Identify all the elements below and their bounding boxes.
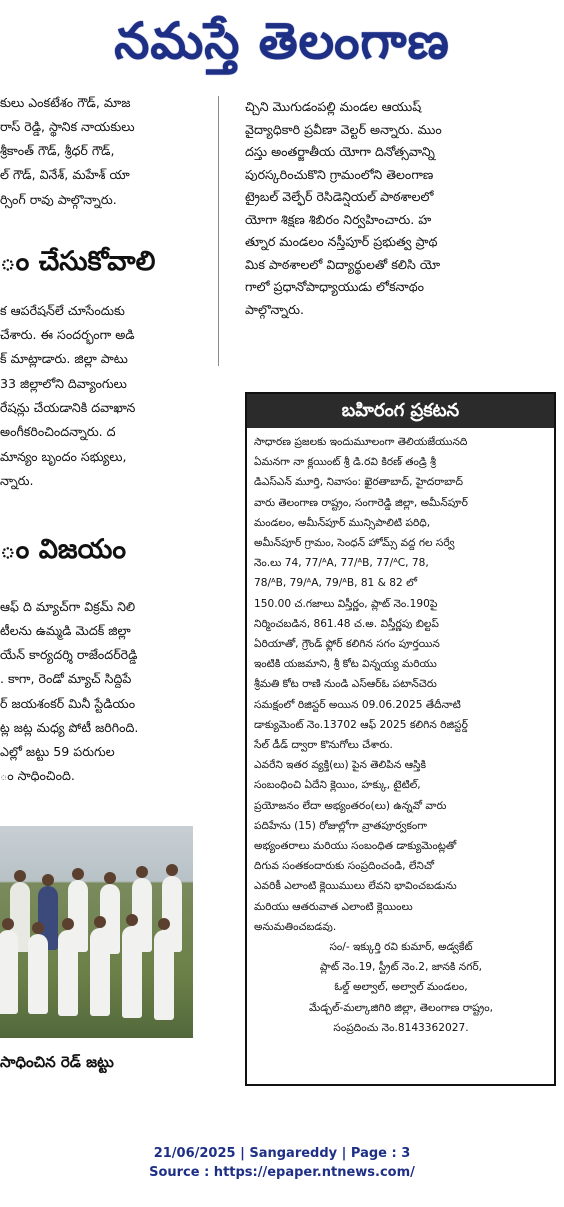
story-line: యోగా శిక్షణ శిబిరం నిర్వహించారు. హ [245, 211, 432, 227]
notice-line: పదిహేను (15) రోజుల్లోగా వ్రాతపూర్వకంగా [254, 819, 427, 832]
story-line: మిక పాఠశాలలో విద్యార్థులతో కలిసి యో [245, 256, 441, 272]
player-head [62, 918, 74, 930]
story2-line: క ఆపరేషన్‌లే చూసేందుకు [0, 303, 125, 318]
notice-line: నెం.లు 74, 77/ᴬA, 77/ᴬB, 77/ᴬC, 78, [254, 557, 429, 570]
story3-line: ఎల్లో జట్టు 59 పరుగుల [0, 744, 115, 759]
notice-body [247, 428, 554, 1038]
notice-line: ఏరియాతో, గ్రౌండ్ ఫ్లోర్ కలిగిన సగం పూర్తయిన [254, 638, 440, 651]
notice-line: ప్రయోజనం లేదా అభ్యంతరం(లు) ఉన్నవో వారు [254, 799, 447, 812]
notice-line: ఏమనగా నా క్లయింట్ శ్రీ డి.రవి కిరణ్ తండ్రి శ్రీ [254, 456, 436, 469]
player-head [126, 914, 138, 926]
notice-line: ఎవరికీ ఎలాంటి క్లెయిములు లేవని భావించబడును [254, 880, 457, 893]
story-line: పాల్గొన్నారు. [245, 301, 304, 317]
story3-line: ట్ల జట్ల మధ్య పోటీ జరిగింది. [0, 720, 139, 735]
signature-line: సంప్రదించు నెం.8143362027. [333, 1021, 469, 1034]
notice-line: అమీన్‌పూర్ గ్రామం, సెంధన్ హోమ్స్ వద్ద గల సర్వే [254, 537, 455, 550]
right-column [245, 96, 564, 321]
story1-line: రాస్ రెడ్డి, స్థానిక నాయకులు [0, 119, 135, 134]
story-line: వైద్యాధికారి ప్రవీణా వెల్టర్ అన్నారు. ముం [245, 121, 442, 137]
public-notice [245, 392, 556, 1086]
player-head [2, 918, 14, 930]
notice-line: అనుమతించబడవు. [254, 920, 337, 933]
story3-line: . కాగా, రెండో మ్యాచ్ సిద్దిపే [0, 671, 132, 686]
headline-2: ం విజయం [0, 534, 127, 565]
player-head [166, 864, 178, 876]
story-line: చ్చిని మొగుడంపల్లి మండల ఆయుష్ [245, 99, 422, 114]
story3-line: యేన్ కార్యదర్శి రాజేందర్‌రెడ్డి [0, 647, 138, 662]
story-line: గాలో ప్రధానోపాధ్యాయుడు లోకనాథం [245, 279, 425, 294]
story-line: దస్తు అంతర్జాతీయ యోగా దినోత్సవాన్ని [245, 144, 435, 159]
story2-line: చేశారు. ఈ సందర్భంగా అడి [0, 327, 135, 342]
player [122, 926, 142, 1018]
player-head [136, 866, 148, 878]
notice-line: సాధారణ ప్రజలకు ఇందుమూలంగా తెలియజేయునది [254, 436, 468, 448]
team-photo [0, 826, 193, 1038]
signature-line: మేడ్చల్-మల్కాజిగిరి జిల్లా, తెలంగాణ రాష్ట్రం, [309, 1001, 493, 1014]
story1-line: కులు ఎంకటేశం గౌడ్, మాజ [0, 96, 131, 110]
player-head [14, 870, 26, 882]
notice-line: దిగువ సంతకందారుకు సంప్రదించండి, లేనిచో [254, 860, 435, 873]
notice-line: మండలం, అమీన్‌పూర్ మున్సిపాలిటి పరిధి, [254, 516, 431, 529]
notice-line: 150.00 చ.గజాలు విస్తీర్ణం, ప్లాట్ నెం.190పై [254, 597, 438, 610]
story2-line: 33 జిల్లాలోని దివ్యాంగులు [0, 376, 127, 391]
notice-line: వారు తెలంగాణ రాష్ట్రం, సంగారెడ్డి జిల్లా, అమీన్‌పూర్ [254, 496, 468, 509]
player [28, 934, 48, 1014]
story-line: త్నూర మండలం నస్తీపూర్ ప్రభుత్వ ప్రాథ [245, 234, 438, 249]
notice-line: మరియు ఆతరువాత ఎలాంటి క్లెయింలు [254, 900, 413, 913]
player-head [158, 918, 170, 930]
notice-line: డిఎస్ఎన్ మూర్తి, నివాసం: ఖైరతాబాద్, హైదరాబాద్ [254, 476, 464, 489]
photo-caption: సాధించిన రెడ్ జట్టు [0, 1053, 114, 1071]
player [90, 928, 110, 1016]
page-footer [0, 1144, 564, 1182]
story3-line: ఆఫ్ ది మ్యాచ్‌గా విక్రమ్ నిలి [0, 599, 136, 614]
column-divider [218, 96, 219, 366]
notice-line: డాక్యుమెంట్ నెం.13702 ఆఫ్ 2025 కలిగిన రిజిస్టర్డ్ [254, 718, 468, 731]
story2-line: న్నారు. [0, 473, 34, 488]
signature-line: ఓల్డ్ అల్వాల్, అల్వాల్ మండలం, [334, 981, 468, 994]
player [154, 930, 174, 1020]
notice-line: ఎవరేని ఇతర వ్యక్తి(లు) పైన తెలిపిన ఆస్తికి [254, 759, 427, 772]
notice-line: సేల్ డీడ్ ద్వారా కొనుగోలు చేశారు. [254, 739, 393, 752]
headline-1: ం చేసుకోవాలి [0, 246, 156, 277]
player-head [72, 868, 84, 880]
story3-line: ం సాధించింది. [0, 768, 75, 783]
signature-line: సం/- ఇక్కుర్తి రవి కుమార్, అడ్వకేట్ [329, 941, 473, 954]
player [0, 930, 18, 1014]
story1-line: ర్సింగ్ రావు పాల్గొన్నారు. [0, 192, 117, 207]
footer-source: Source : https://epaper.ntnews.com/ [149, 1165, 415, 1180]
story3-line: టీలను ఉమ్మడి మెదక్ జిల్లా [0, 623, 131, 638]
notice-line: సమక్షంలో రిజిస్టర్ అయిన 09.06.2025 తేదీనాటి [254, 698, 461, 711]
footer-date-edition: 21/06/2025 | Sangareddy | Page : 3 [153, 1146, 411, 1161]
story3-line: ర్ జయశంకర్ మినీ స్టేడియం [0, 696, 136, 711]
notice-line: ఇంటికి యజమాని, శ్రీ కోట విన్నయ్య మరియు [254, 658, 437, 671]
newspaper-title: నమస్తే తెలంగాణ [114, 11, 450, 70]
player [58, 930, 78, 1016]
story2-line: అంగీకరించిందన్నారు. ద [0, 424, 116, 439]
player-head [104, 872, 116, 884]
story2-line: మాన్యం బృందం సభ్యులు, [0, 449, 127, 464]
story-line: ట్రైబల్ వెల్ఫేర్ రెసిడెన్షియల్ పాఠశాలలో [245, 189, 434, 204]
notice-line: అభ్యంతరాలు మరియు సంబంధిత డాక్యుమెంట్లతో [254, 840, 457, 853]
story1-line: ల్ గౌడ్, వినేశ్, మహేశ్ యా [0, 167, 130, 182]
story-line: పురస్కరించుకొని గ్రామంలోని తెలంగాణ [245, 166, 434, 182]
notice-line: నిర్మించబడిన, 861.48 చ.అ. విస్తీర్ణపు బిల్టప్ [254, 617, 439, 630]
notice-line: సంబంధించి ఏదేని క్లెయిం, హక్కు, టైటిల్, [254, 779, 421, 792]
story1-line: శ్రీకాంత్ గౌడ్, శ్రీధర్ గౌడ్, [0, 143, 115, 158]
player-head [42, 874, 54, 886]
story2-line: రేషన్లు చేయడానికి దవాఖాన [0, 400, 136, 415]
player-head [32, 922, 44, 934]
notice-line: శ్రీమతి కోట రాణి నుండి ఎస్ఆర్ఓ పటాన్‌చెరు [254, 678, 437, 691]
notice-line: 78/ᴬB, 79/ᴬA, 79/ᴬB, 81 & 82 లో [254, 577, 418, 590]
notice-heading: బహిరంగ ప్రకటన [247, 394, 554, 428]
masthead [0, 0, 564, 82]
player-head [94, 916, 106, 928]
signature-line: ప్లాట్ నెం.19, స్ట్రీట్ నెం.2, జానకి నగర్, [319, 961, 483, 974]
story2-line: క్ మాట్లాడారు. జిల్లా పాటు [0, 351, 128, 366]
